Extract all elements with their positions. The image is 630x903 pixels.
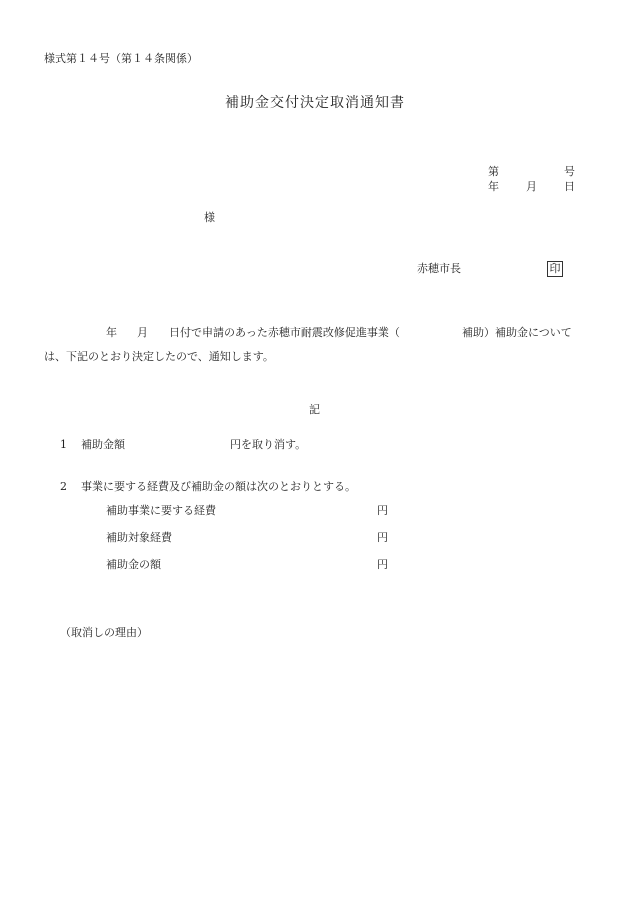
recipient-suffix: 様 (204, 211, 215, 224)
item1-number: 1 (60, 438, 67, 451)
body-year: 年 (106, 326, 117, 339)
expense-row-label: 補助事業に要する経費 (106, 504, 216, 517)
body-line1-end: 補助）補助金について (462, 326, 572, 339)
reason-label: （取消しの理由） (60, 626, 148, 639)
date-year: 年 (488, 180, 499, 193)
document-title: 補助金交付決定取消通知書 (225, 95, 405, 111)
item1-text: 円を取り消す。 (230, 438, 307, 451)
expense-row-label: 補助金の額 (106, 558, 161, 571)
ki-heading: 記 (309, 403, 320, 416)
date-month: 月 (526, 180, 537, 193)
form-header: 様式第１４号（第１４条関係） (44, 52, 198, 65)
item2-number: 2 (60, 480, 67, 493)
doc-number-dai: 第 (488, 165, 499, 178)
doc-number-go: 号 (564, 165, 575, 178)
seal-box: 印 (547, 261, 563, 277)
expense-row-unit: 円 (377, 504, 388, 517)
sender-name: 赤穂市長 (417, 262, 461, 275)
expense-row-unit: 円 (377, 558, 388, 571)
body-month: 月 (137, 326, 148, 339)
expense-row-unit: 円 (377, 531, 388, 544)
date-day: 日 (564, 180, 575, 193)
item2-label: 事業に要する経費及び補助金の額は次のとおりとする。 (81, 480, 356, 493)
expense-row-label: 補助対象経費 (106, 531, 172, 544)
body-line2: は、下記のとおり決定したので、通知します。 (44, 350, 274, 363)
item1-label: 補助金額 (81, 438, 125, 451)
body-line1: 日付で申請のあった赤穂市耐震改修促進事業（ (169, 326, 400, 339)
